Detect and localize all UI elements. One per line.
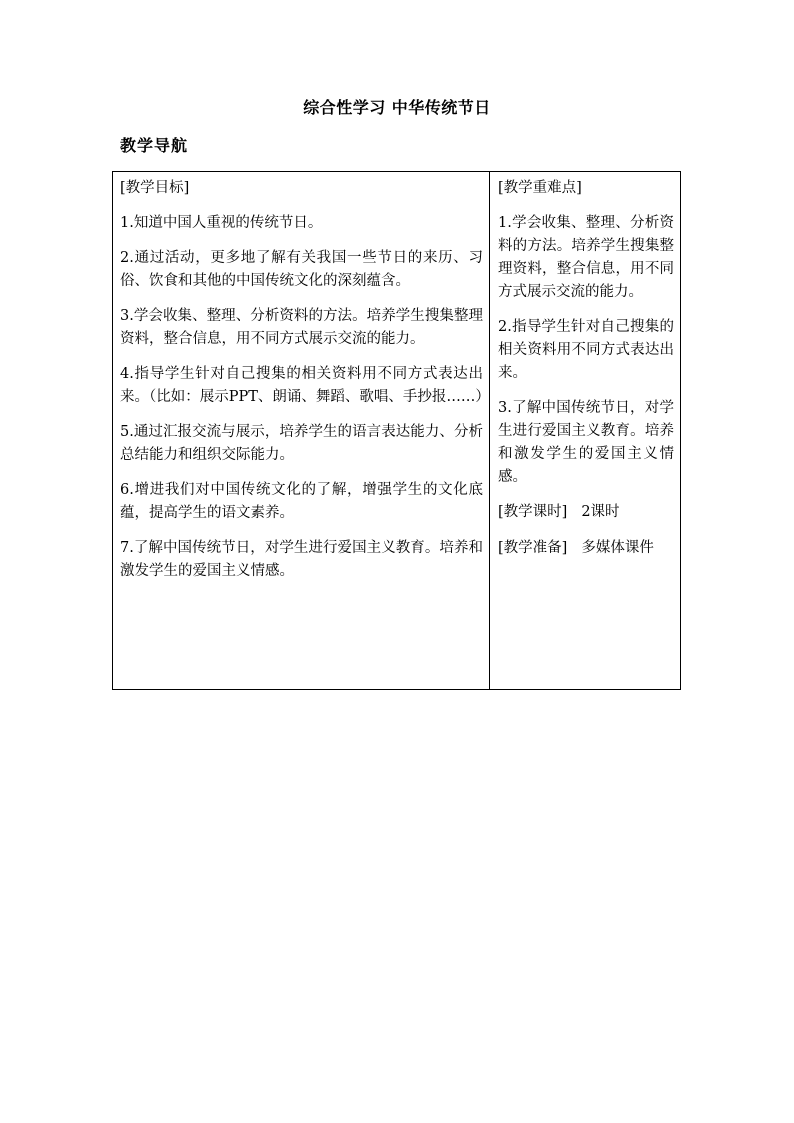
objective-item: 3.学会收集、整理、分析资料的方法。培养学生搜集整理资料，整合信息，用不同方式展示交流的能力。 (120, 308, 483, 347)
objective-item: 6.增进我们对中国传统文化的了解，增强学生的文化底蕴，提高学生的语文素养。 (120, 482, 483, 521)
objective-item: 5.通过汇报交流与展示，培养学生的语言表达能力、分析总结能力和组织交际能力。 (120, 424, 483, 463)
objective-item: 7.了解中国传统节日，对学生进行爱国主义教育。培养和激发学生的爱国主义情感。 (120, 540, 483, 579)
class-hours-line (498, 501, 674, 524)
objectives-cell (113, 172, 490, 689)
objective-item: 1.知道中国人重视的传统节日。 (120, 215, 323, 231)
key-point-item: 3.了解中国传统节日，对学生进行爱国主义教育。培养和激发学生的爱国主义情感。 (498, 400, 674, 485)
preparation-line (498, 537, 674, 560)
document-title: 综合性学习 中华传统节日 (303, 98, 491, 117)
teaching-plan-table (112, 171, 681, 690)
key-points-heading: [教学重难点] (498, 180, 582, 196)
section-heading: 教学导航 (120, 136, 189, 155)
class-hours-value: 2课时 (581, 504, 620, 520)
key-point-item: 1.学会收集、整理、分析资料的方法。培养学生搜集整理资料，整合信息，用不同方式展示交流的能力。 (498, 215, 674, 300)
preparation-label: [教学准备] (498, 540, 568, 556)
key-points-cell (490, 172, 680, 689)
preparation-value: 多媒体课件 (581, 540, 654, 556)
objective-item: 2.通过活动，更多地了解有关我国一些节日的来历、习俗、饮食和其他的中国传统文化的深刻蕴含。 (120, 250, 483, 289)
key-point-item: 2.指导学生针对自己搜集的相关资料用不同方式表达出来。 (498, 319, 674, 381)
class-hours-label: [教学课时] (498, 504, 568, 520)
objective-item: 4.指导学生针对自己搜集的相关资料用不同方式表达出来。（比如：展示PPT、朗诵、舞蹈、歌唱、手抄报……） (120, 366, 490, 405)
objectives-heading: [教学目标] (120, 180, 190, 196)
